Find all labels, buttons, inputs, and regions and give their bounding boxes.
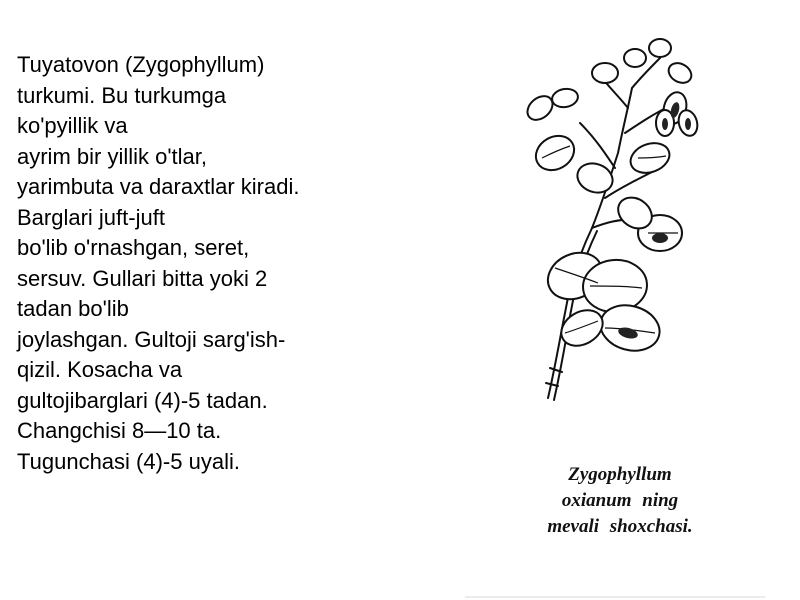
leaf xyxy=(530,129,581,177)
text-line: gultojibarglari (4)-5 tadan. xyxy=(17,387,268,413)
text-line: Changchisi 8—10 ta. xyxy=(17,418,222,443)
text-line: Tugunchasi (4)-5 uyali. xyxy=(17,448,240,474)
leaf xyxy=(665,59,695,87)
text-line: sersuv. Gullari bitta yoki 2 xyxy=(17,265,268,291)
text-line: tadan bo'lib xyxy=(17,296,129,321)
text-line: ayrim bir yillik o'tlar, xyxy=(17,143,208,169)
caption-line: mevali shoxchasi. xyxy=(547,516,693,537)
text-line: yarimbuta va daraxtlar kiradi. xyxy=(17,174,300,199)
divider xyxy=(465,596,765,598)
text-line: qizil. Kosacha va xyxy=(17,357,183,382)
body-text xyxy=(17,50,417,477)
leaf xyxy=(649,39,671,57)
text-line: bo'lib o'rnashgan, seret, xyxy=(17,235,250,260)
caption-line: Zygophyllum xyxy=(568,464,672,485)
text-line: turkumi. Bu turkumga xyxy=(17,82,227,108)
leaf xyxy=(551,87,580,109)
text-line: joylashgan. Gultoji sarg'ish- xyxy=(17,326,286,352)
leaf xyxy=(573,159,616,198)
figure-caption xyxy=(500,462,740,540)
text-line: ko'pyillik va xyxy=(17,113,128,138)
leaf xyxy=(592,63,618,83)
plant-branch-illustration xyxy=(510,28,700,423)
caption-line: oxianum ning xyxy=(561,490,679,511)
text-line: Barglari juft-juft xyxy=(17,204,165,230)
leaf xyxy=(624,49,646,67)
text-line: Tuyatovon (Zygophyllum) xyxy=(17,52,265,77)
